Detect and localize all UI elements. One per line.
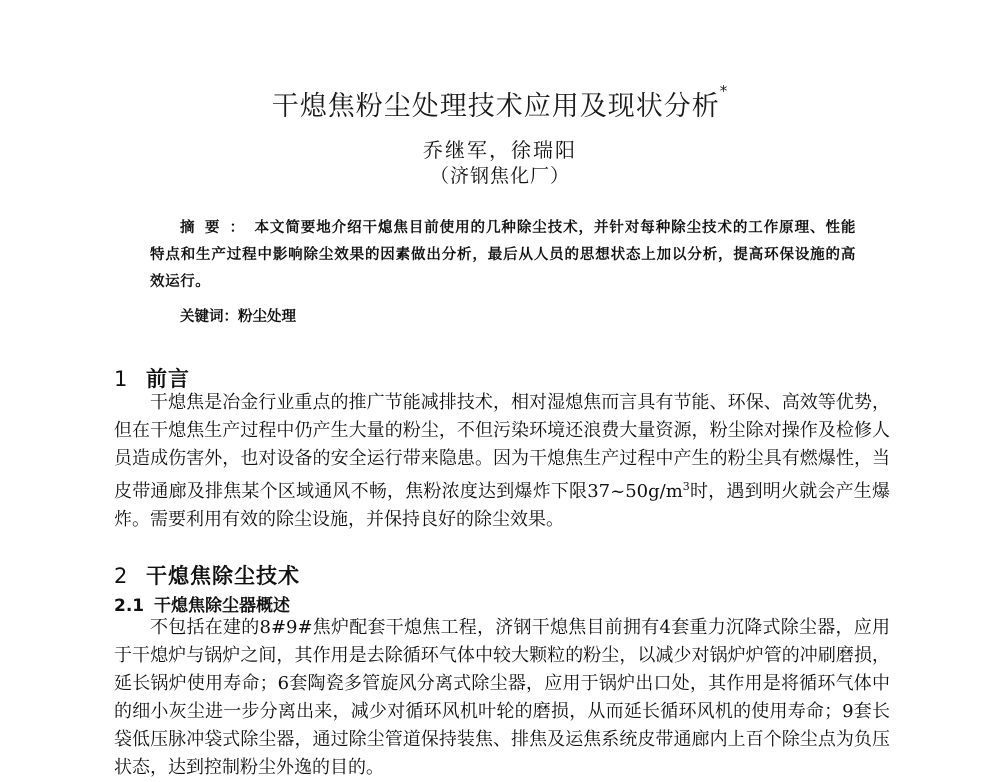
paper-title xyxy=(0,84,1000,123)
superscript: 3 xyxy=(682,480,690,493)
title-footnote-mark: * xyxy=(719,82,729,100)
author-list: 乔继军，徐瑞阳 xyxy=(423,138,577,162)
abstract-label: 摘要： xyxy=(180,219,255,236)
keywords xyxy=(180,305,296,326)
keywords-label: 关键词： xyxy=(180,308,238,325)
section-heading-2 xyxy=(114,560,300,590)
paper-title-text: 干熄焦粉尘处理技术应用及现状分析 xyxy=(271,91,720,122)
section-title: 前言 xyxy=(146,367,190,391)
section-2-1-paragraph: 不包括在建的8#9#焦炉配套干熄焦工程，济钢干熄焦目前拥有4套重力沉降式除尘器，应用于干熄炉与锅炉之间，其作用是去除循环气体中较大颗粒的粉尘，以减少对锅炉炉管的冲刷磨损，延长锅炉使用寿命；6套陶瓷多管旋风分离式除尘器，应用于锅炉出口处，其作用是将循环气体中的细小灰尘进一步分离出来，减少对循环风机叶轮的磨损，从而延长循环风机的使用寿命；9套长袋低压脉冲袋式除尘器，通过除尘管道保持装焦、排焦及运焦系统皮带通廊内上百个除尘点为负压状态，达到控制粉尘外逸的目的。 xyxy=(114,617,890,778)
section-number: 1 xyxy=(114,367,129,391)
paragraph-text: 干熄焦是冶金行业重点的推广节能减排技术，相对湿熄焦而言具有节能、环保、高效等优势，但在干熄焦生产过程中仍产生大量的粉尘，不但污染环境还浪费大量资源，粉尘除对操作及检修人员造成伤害外，也对设备的安全运行带来隐患。因为干熄焦生产过程中产生的粉尘具有燃爆性，当皮带通廊及排焦某个区域通风不畅，焦粉浓度达到爆炸下限37~50g/m xyxy=(114,392,890,502)
section-title: 干熄焦除尘技术 xyxy=(146,564,300,588)
paragraph-text: 时，遇到明火就会产生爆炸。需要利用有效的除尘设施，并保持良好的除尘效果。 xyxy=(114,481,890,530)
subsection-title: 干熄焦除尘器概述 xyxy=(154,596,290,616)
section-number: 2 xyxy=(114,564,129,588)
subsection-heading-2-1 xyxy=(114,591,290,616)
subsection-number: 2.1 xyxy=(114,596,145,616)
affiliation: （济钢焦化厂） xyxy=(429,165,570,187)
abstract xyxy=(150,214,856,295)
keywords-text: 粉尘处理 xyxy=(238,308,296,325)
abstract-text: 本文简要地介绍干熄焦目前使用的几种除尘技术，并针对每种除尘技术的工作原理、性能特点和生产过程中影响除尘效果的因素做出分析，最后从人员的思想状态上加以分析，提高环保设施的高效运行。 xyxy=(150,219,856,290)
section-1-paragraph xyxy=(114,389,890,534)
